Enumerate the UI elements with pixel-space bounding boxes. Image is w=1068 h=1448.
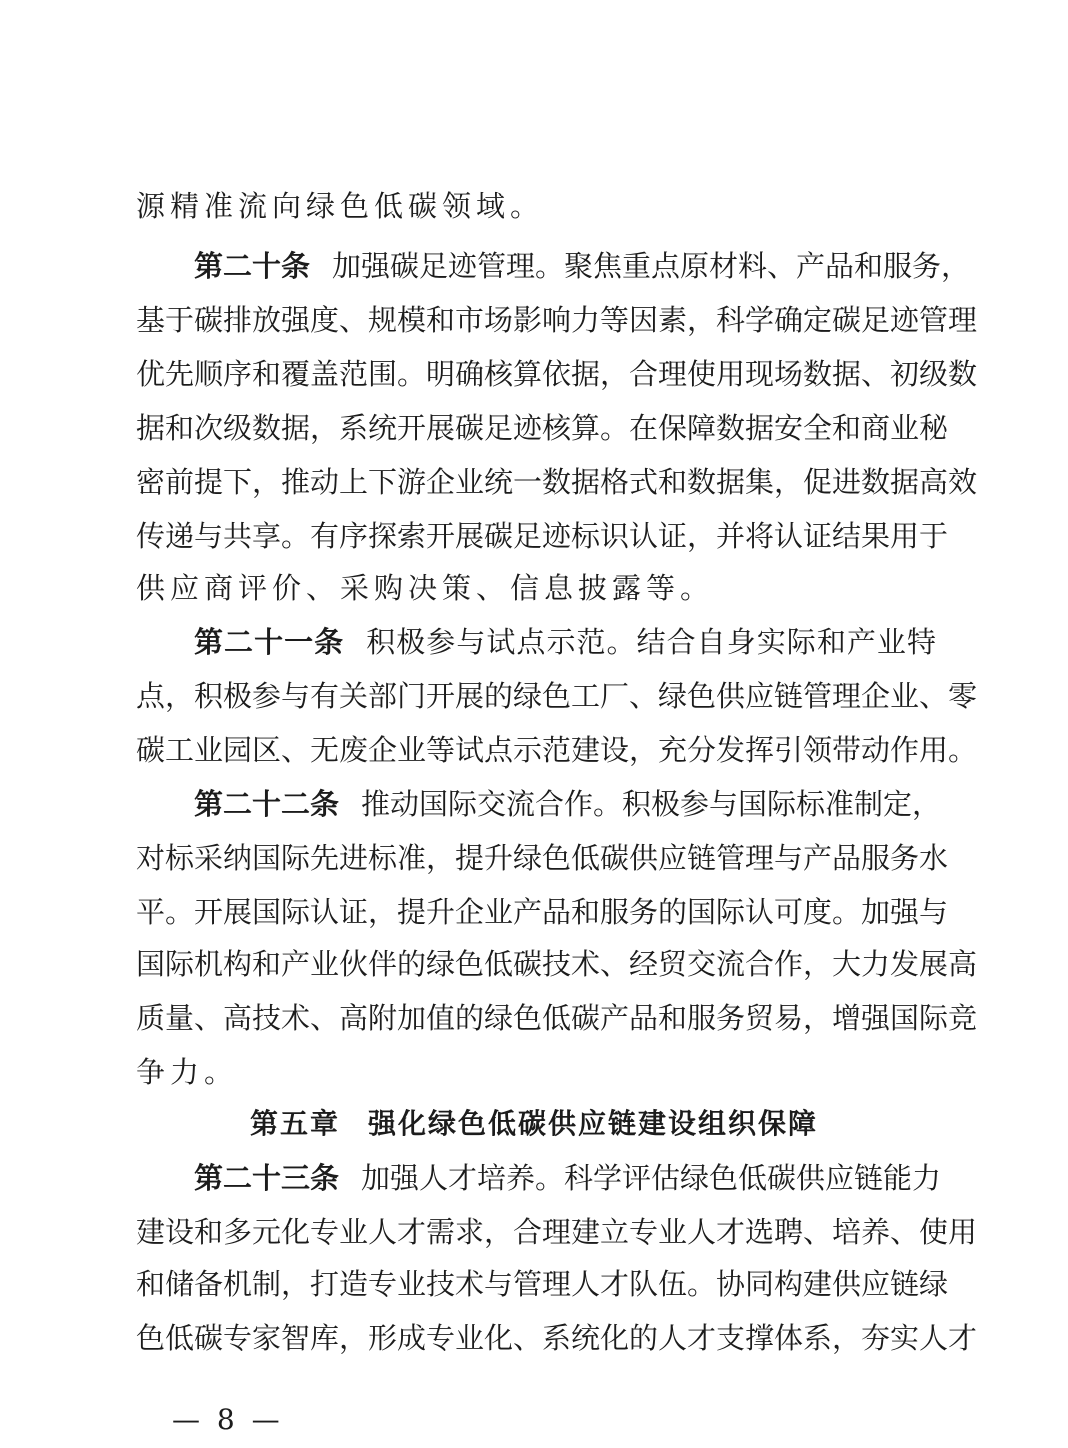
page-number: — 8 — bbox=[172, 1403, 284, 1436]
article-20-heading-line bbox=[194, 246, 971, 286]
paragraph-line: 基于碳排放强度、规模和市场影响力等因素，科学确定碳足迹管理 bbox=[136, 303, 978, 337]
article-23-heading-line bbox=[194, 1158, 942, 1198]
paragraph-line: 传递与共享。有序探索开展碳足迹标识认证，并将认证结果用于 bbox=[136, 519, 949, 553]
paragraph-line: 质量、高技术、高附加值的绿色低碳产品和服务贸易，增强国际竞 bbox=[136, 1001, 978, 1035]
article-number: 第二十一条 bbox=[194, 625, 345, 659]
paragraph-line: 平。开展国际认证，提升企业产品和服务的国际认可度。加强与 bbox=[136, 895, 949, 929]
article-22-heading-line bbox=[194, 784, 942, 824]
paragraph-line: 对标采纳国际先进标准，提升绿色低碳供应链管理与产品服务水 bbox=[136, 841, 949, 875]
paragraph-line: 据和次级数据，系统开展碳足迹核算。在保障数据安全和商业秘 bbox=[136, 411, 949, 445]
chapter-heading bbox=[0, 1104, 1068, 1144]
paragraph-line: 密前提下，推动上下游企业统一数据格式和数据集，促进数据高效 bbox=[136, 465, 978, 499]
article-21-heading-line bbox=[194, 622, 936, 662]
chapter-title: 强化绿色低碳供应链建设组织保障 bbox=[368, 1107, 819, 1140]
article-number: 第二十二条 bbox=[194, 787, 340, 821]
paragraph-line: 点，积极参与有关部门开展的绿色工厂、绿色供应链管理企业、零 bbox=[136, 679, 978, 713]
article-text: 积极参与试点示范。结合自身实际和产业特 bbox=[366, 625, 936, 659]
paragraph-line: 色低碳专家智库，形成专业化、系统化的人才支撑体系，夯实人才 bbox=[136, 1321, 978, 1355]
article-text: 推动国际交流合作。积极参与国际标准制定， bbox=[361, 787, 942, 821]
paragraph-line: 碳工业园区、无废企业等试点示范建设，充分发挥引领带动作用。 bbox=[136, 733, 978, 767]
paragraph-line: 国际机构和产业伙伴的绿色低碳技术、经贸交流合作，大力发展高 bbox=[136, 947, 978, 981]
paragraph-line: 和储备机制，打造专业技术与管理人才队伍。协同构建供应链绿 bbox=[136, 1267, 949, 1301]
paragraph-line: 优先顺序和覆盖范围。明确核算依据，合理使用现场数据、初级数 bbox=[136, 357, 978, 391]
article-text: 加强碳足迹管理。聚焦重点原材料、产品和服务， bbox=[332, 249, 971, 283]
chapter-number: 第五章 bbox=[249, 1107, 340, 1140]
paragraph-line: 供应商评价、采购决策、信息披露等。 bbox=[136, 571, 715, 605]
paragraph-line: 建设和多元化专业人才需求，合理建立专业人才选聘、培养、使用 bbox=[136, 1215, 978, 1249]
paragraph-line: 源精准流向绿色低碳领域。 bbox=[136, 189, 545, 223]
article-number: 第二十条 bbox=[194, 249, 311, 283]
paragraph-line: 争力。 bbox=[136, 1055, 239, 1089]
article-text: 加强人才培养。科学评估绿色低碳供应链能力 bbox=[361, 1161, 942, 1195]
article-number: 第二十三条 bbox=[194, 1161, 340, 1195]
